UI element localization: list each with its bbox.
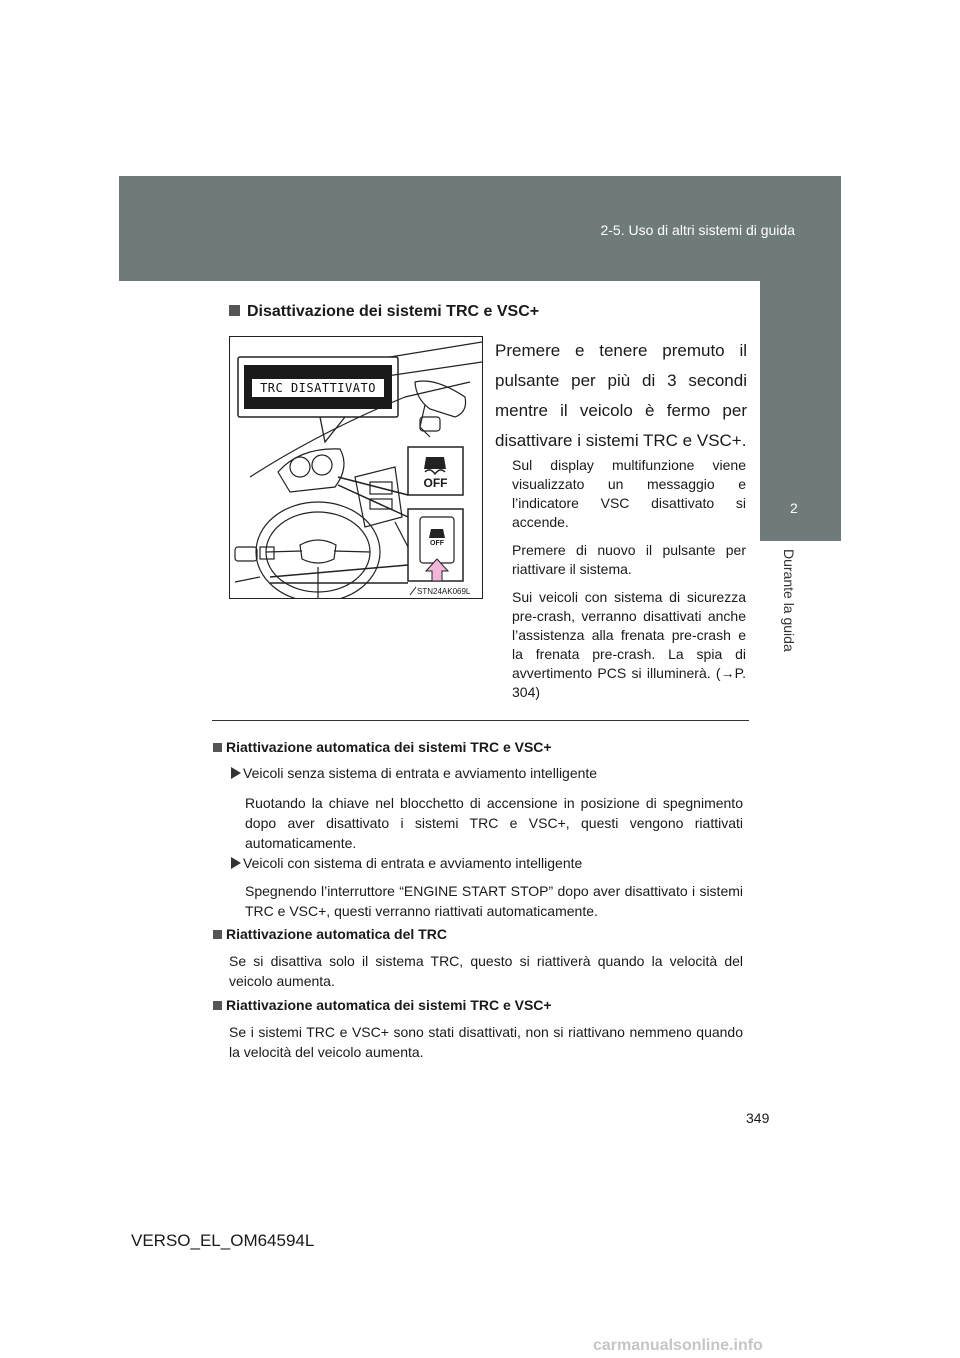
section-heading-text: Disattivazione dei sistemi TRC e VSC+ <box>247 303 540 320</box>
dashboard-illustration <box>229 336 483 599</box>
chapter-title: Durante la guida <box>781 549 797 652</box>
chapter-title-vertical <box>777 549 797 664</box>
off-label: OFF <box>423 476 448 490</box>
info-paragraph: Ruotando la chiave nel blocchetto di accensione in posizione di spegnimento dopo aver disattivato i sistemi TRC e VSC+, questi vengono riattivati automaticamente. <box>245 795 743 851</box>
info-heading <box>213 997 552 1013</box>
triangle-bullet-icon <box>231 857 241 869</box>
watermark: carmanualsonline.info <box>593 1337 763 1354</box>
triangle-bullet-icon <box>231 767 241 779</box>
note-paragraph: Sui veicoli con sistema di sicurezza pre-crash, verranno disattivati anche l’assistenza alla frenata pre-crash e la frenata pre-crash. La spia di avvertimento PCS si illuminerà. (→P. 304) <box>512 589 746 700</box>
info-heading-text: Riattivazione automatica del TRC <box>226 926 447 942</box>
small-off-label: OFF <box>430 540 444 547</box>
document-code: VERSO_EL_OM64594L <box>131 1231 315 1250</box>
dashboard-drawing <box>230 337 482 598</box>
square-bullet-icon <box>229 305 240 316</box>
intro-paragraph: Premere e tenere premuto il pulsante per più di 3 secondi mentre il veicolo è fermo per disattivare i sistemi TRC e VSC+. <box>495 341 747 450</box>
info-paragraph: Se i sistemi TRC e VSC+ sono stati disattivati, non si riattivano nemmeno quando la velocità del veicolo aumenta. <box>229 1024 743 1060</box>
display-message: TRC DISATTIVATO <box>260 381 376 395</box>
info-paragraph: Se si disattiva solo il sistema TRC, questo si riattiverà quando la velocità del veicolo aumenta. <box>229 953 743 989</box>
triangle-bullet-item <box>231 855 582 871</box>
section-divider <box>212 720 749 721</box>
header-band <box>119 176 841 281</box>
square-bullet-icon <box>213 930 222 939</box>
info-heading-text: Riattivazione automatica dei sistemi TRC e VSC+ <box>226 997 552 1013</box>
chapter-number: 2 <box>790 500 798 516</box>
info-heading-text: Riattivazione automatica dei sistemi TRC e VSC+ <box>226 739 552 755</box>
section-heading <box>229 303 539 321</box>
info-paragraph: Spegnendo l’interruttore “ENGINE START STOP” dopo aver disattivato i sistemi TRC e VSC+, questi verranno riattivati automaticamente. <box>245 883 743 919</box>
chapter-tab <box>760 281 841 541</box>
info-heading <box>213 739 552 755</box>
figure-code: STN24AK069L <box>417 587 471 596</box>
note-paragraph: Sul display multifunzione viene visualizzato un messaggio e l’indicatore VSC disattivato si accende. <box>512 457 746 530</box>
info-heading <box>213 926 447 942</box>
square-bullet-icon <box>213 1001 222 1010</box>
bullet-text: Veicoli con sistema di entrata e avviamento intelligente <box>243 855 583 871</box>
square-bullet-icon <box>213 743 222 752</box>
page-number: 349 <box>746 1110 770 1126</box>
note-paragraph: Premere di nuovo il pulsante per riattivare il sistema. <box>512 542 746 577</box>
section-title: 2-5. Uso di altri sistemi di guida <box>600 222 795 238</box>
triangle-bullet-item <box>231 765 597 781</box>
bullet-text: Veicoli senza sistema di entrata e avviamento intelligente <box>243 765 598 781</box>
